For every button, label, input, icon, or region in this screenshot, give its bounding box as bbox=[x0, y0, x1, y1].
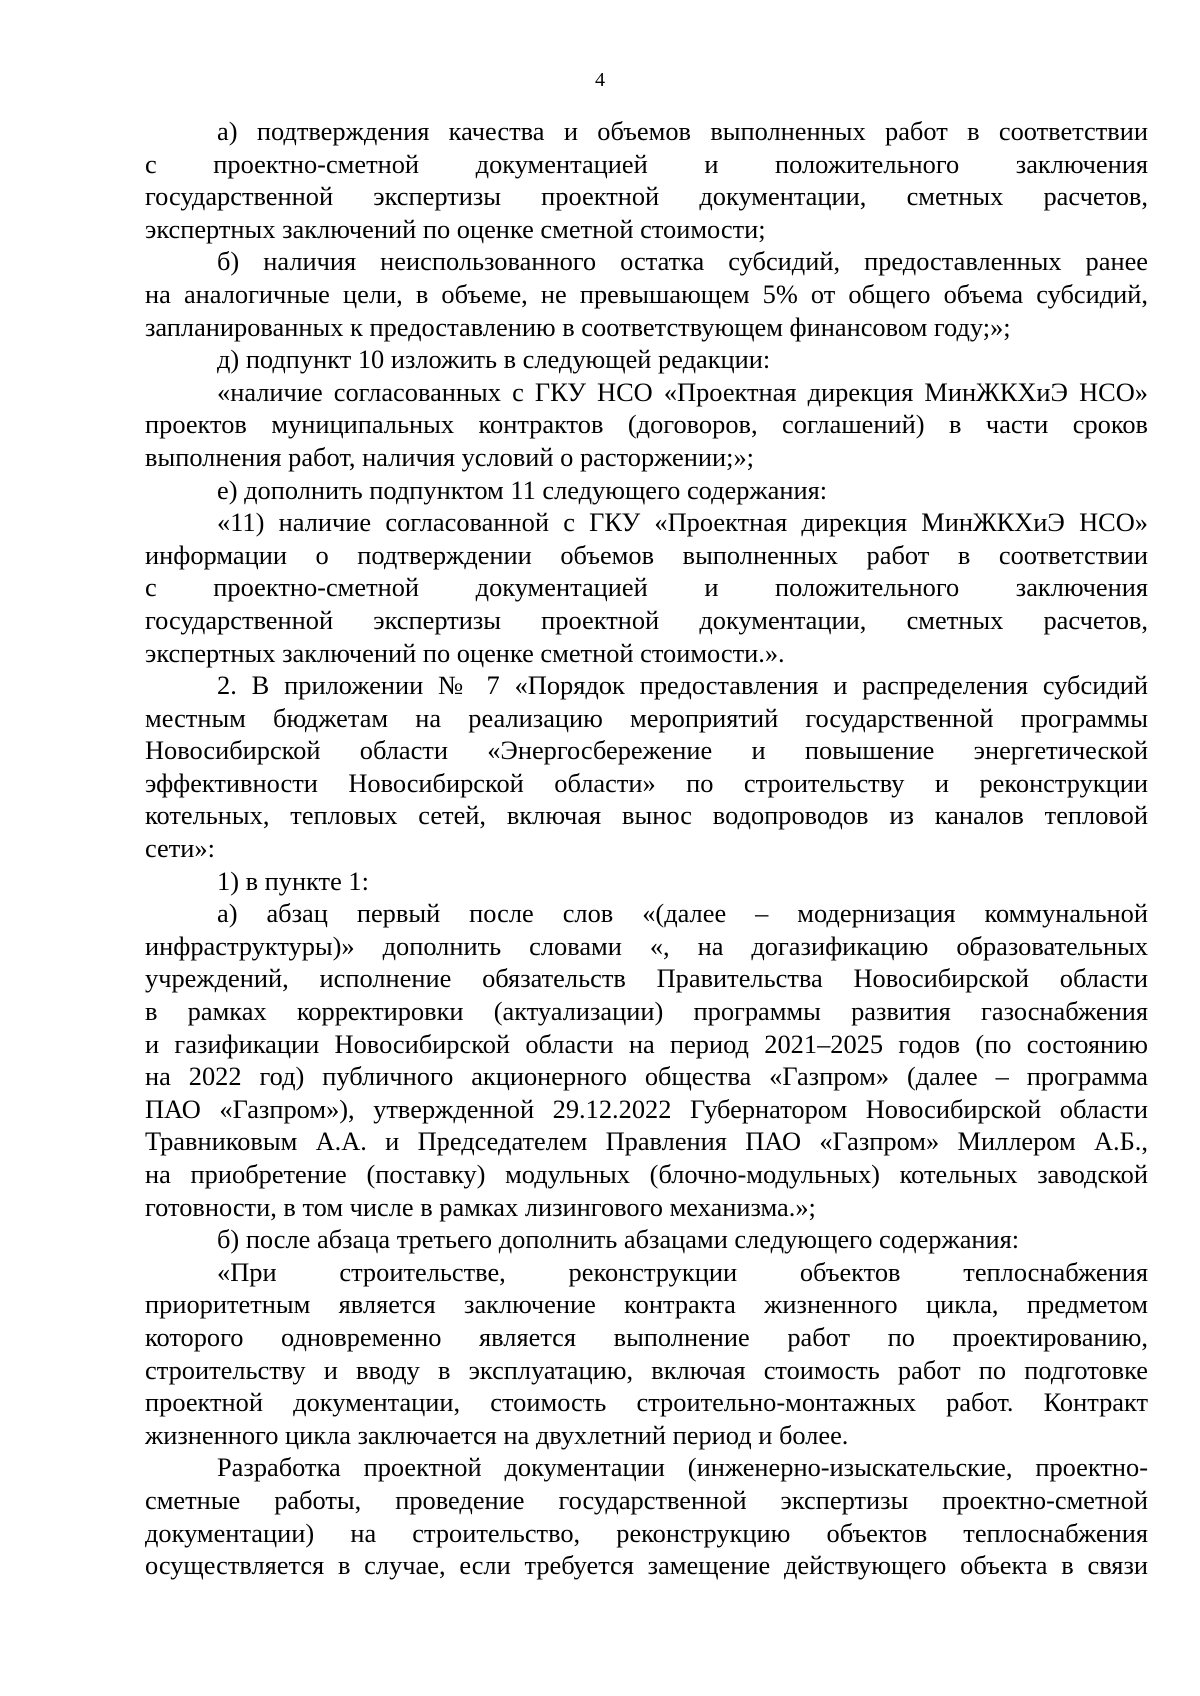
text-line: котельных, тепловых сетей, включая вынос водопроводов из каналов тепловой bbox=[145, 800, 1148, 831]
text-line: Травниковым А.А. и Председателем Правления ПАО «Газпром» Миллером А.Б., bbox=[145, 1126, 1148, 1157]
text-line: 1) в пункте 1: bbox=[217, 865, 369, 896]
text-line: государственной экспертизы проектной документации, сметных расчетов, bbox=[145, 181, 1148, 212]
text-line: сметные работы, проведение государственной экспертизы проектно-сметной bbox=[145, 1484, 1148, 1515]
text-line: эффективности Новосибирской области» по строительству и реконструкции bbox=[145, 767, 1148, 798]
text-line: е) дополнить подпунктом 11 следующего содержания: bbox=[217, 474, 828, 505]
text-line: экспертных заключений по оценке сметной стоимости; bbox=[145, 213, 766, 244]
text-line: б) наличия неиспользованного остатка субсидий, предоставленных ранее bbox=[217, 246, 1148, 277]
text-line: на аналогичные цели, в объеме, не превышающем 5% от общего объема субсидий, bbox=[145, 278, 1148, 309]
text-line: готовности, в том числе в рамках лизингового механизма.»; bbox=[145, 1191, 816, 1222]
text-line: Разработка проектной документации (инженерно-изыскательские, проектно- bbox=[217, 1452, 1148, 1483]
text-line: жизненного цикла заключается на двухлетний период и более. bbox=[145, 1419, 849, 1450]
text-line: на приобретение (поставку) модульных (блочно-модульных) котельных заводской bbox=[145, 1159, 1148, 1189]
text-line: «При строительстве, реконструкции объектов теплоснабжения bbox=[217, 1256, 1148, 1287]
text-line: государственной экспертизы проектной документации, сметных расчетов, bbox=[145, 604, 1148, 635]
text-line: с проектно-сметной документацией и положительного заключения bbox=[145, 572, 1148, 603]
text-line: инфраструктуры)» дополнить словами «, на догазификацию образовательных bbox=[145, 930, 1148, 961]
text-line: информации о подтверждении объемов выполненных работ в соответствии bbox=[145, 539, 1148, 570]
text-line: д) подпункт 10 изложить в следующей редакции: bbox=[217, 344, 771, 375]
text-line: запланированных к предоставлению в соответствующем финансовом году;»; bbox=[145, 311, 1011, 342]
text-line: экспертных заключений по оценке сметной стоимости.». bbox=[145, 637, 785, 668]
text-line: которого одновременно является выполнение работ по проектированию, bbox=[145, 1321, 1148, 1352]
text-line: а) подтверждения качества и объемов выполненных работ в соответствии bbox=[217, 116, 1148, 146]
text-line: и газификации Новосибирской области на период 2021–2025 годов (по состоянию bbox=[145, 1028, 1148, 1059]
text-line: документации) на строительство, реконструкцию объектов теплоснабжения bbox=[145, 1517, 1148, 1548]
text-line: с проектно-сметной документацией и положительного заключения bbox=[145, 148, 1148, 179]
text-line: в рамках корректировки (актуализации) программы развития газоснабжения bbox=[145, 996, 1148, 1027]
text-line: строительству и вводу в эксплуатацию, включая стоимость работ по подготовке bbox=[145, 1354, 1148, 1385]
text-line: 2. В приложении № 7 «Порядок предоставления и распределения субсидий bbox=[217, 670, 1148, 701]
text-line: учреждений, исполнение обязательств Правительства Новосибирской области bbox=[145, 963, 1148, 994]
text-line: б) после абзаца третьего дополнить абзацами следующего содержания: bbox=[217, 1224, 1020, 1255]
text-line: а) абзац первый после слов «(далее – модернизация коммунальной bbox=[217, 898, 1148, 929]
text-line: «11) наличие согласованной с ГКУ «Проектная дирекция МинЖКХиЭ НСО» bbox=[217, 507, 1148, 538]
text-line: «наличие согласованных с ГКУ НСО «Проектная дирекция МинЖКХиЭ НСО» bbox=[217, 376, 1148, 407]
text-line: проектной документации, стоимость строительно-монтажных работ. Контракт bbox=[145, 1387, 1148, 1418]
text-line: проектов муниципальных контрактов (договоров, соглашений) в части сроков bbox=[145, 409, 1148, 440]
page-number: 4 bbox=[595, 69, 605, 91]
text-line: Новосибирской области «Энергосбережение и повышение энергетической bbox=[145, 735, 1148, 766]
text-line: сети»: bbox=[145, 833, 215, 864]
text-line: осуществляется в случае, если требуется замещение действующего объекта в связи bbox=[145, 1550, 1148, 1581]
text-line: местным бюджетам на реализацию мероприятий государственной программы bbox=[145, 702, 1148, 733]
text-line: на 2022 год) публичного акционерного общества «Газпром» (далее – программа bbox=[145, 1061, 1148, 1092]
document-body bbox=[145, 115, 1148, 1582]
text-line: ПАО «Газпром»), утвержденной 29.12.2022 Губернатором Новосибирской области bbox=[145, 1093, 1148, 1124]
text-line: выполнения работ, наличия условий о расторжении;»; bbox=[145, 441, 754, 472]
text-line: приоритетным является заключение контракта жизненного цикла, предметом bbox=[145, 1289, 1148, 1320]
